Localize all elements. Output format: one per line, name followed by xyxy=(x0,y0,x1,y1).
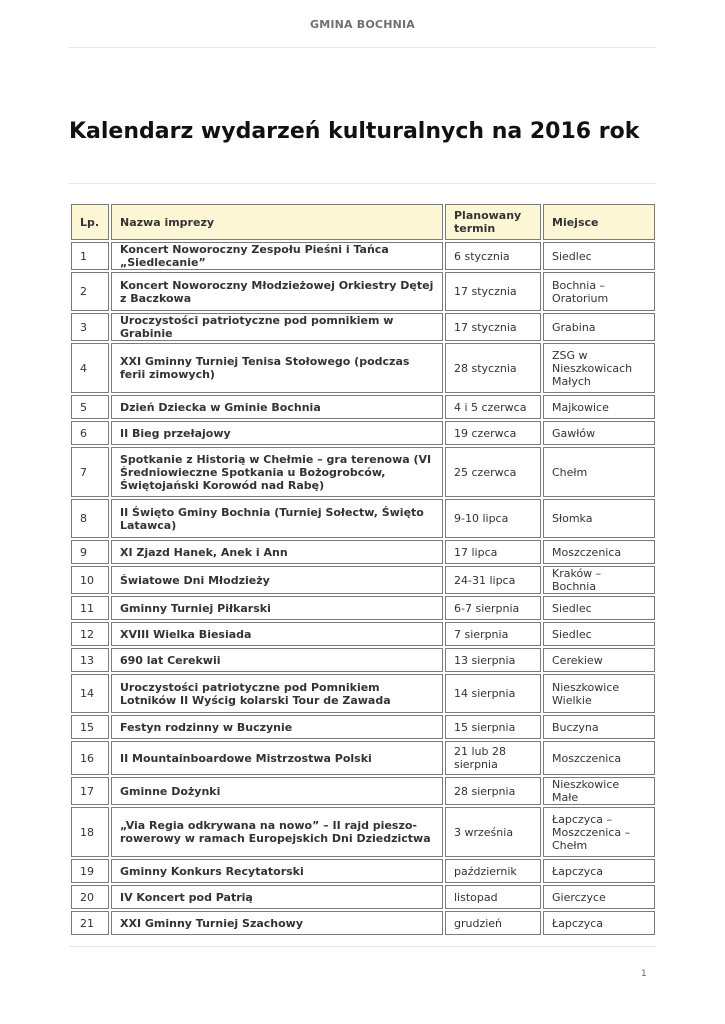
table-row xyxy=(71,715,655,739)
table-row xyxy=(71,272,655,311)
page-number: 1 xyxy=(641,969,647,979)
cell-date: 15 sierpnia xyxy=(445,715,541,739)
cell-lp: 12 xyxy=(71,622,109,646)
cell-date: 6 stycznia xyxy=(445,242,541,270)
table-row xyxy=(71,741,655,775)
cell-name: Gminny Konkurs Recytatorski xyxy=(111,859,443,883)
cell-name: Uroczystości patriotyczne pod pomnikiem w Grabinie xyxy=(111,313,443,341)
page-title: Kalendarz wydarzeń kulturalnych na 2016 rok xyxy=(69,119,640,144)
cell-name: Światowe Dni Młodzieży xyxy=(111,566,443,594)
cell-date: 25 czerwca xyxy=(445,447,541,497)
cell-date: 9-10 lipca xyxy=(445,499,541,538)
org-header: GMINA BOCHNIA xyxy=(309,18,416,31)
table-row xyxy=(71,777,655,805)
cell-lp: 15 xyxy=(71,715,109,739)
cell-date: 21 lub 28 sierpnia xyxy=(445,741,541,775)
cell-lp: 16 xyxy=(71,741,109,775)
table-body xyxy=(71,242,655,935)
cell-name: IV Koncert pod Patrią xyxy=(111,885,443,909)
cell-date: 7 sierpnia xyxy=(445,622,541,646)
cell-lp: 14 xyxy=(71,674,109,713)
table-row xyxy=(71,648,655,672)
table-row xyxy=(71,540,655,564)
cell-place: Chełm xyxy=(543,447,655,497)
cell-name: Spotkanie z Historią w Chełmie – gra terenowa (VI Średniowieczne Spotkania u Bożogrobców, Świętojański Korowód nad Rabę) xyxy=(111,447,443,497)
cell-name: XXI Gminny Turniej Tenisa Stołowego (podczas ferii zimowych) xyxy=(111,343,443,393)
cell-name: „Via Regia odkrywana na nowo” – II rajd pieszo-rowerowy w ramach Europejskich Dni Dziedzictwa xyxy=(111,807,443,857)
cell-place: Łapczyca xyxy=(543,859,655,883)
table-row xyxy=(71,343,655,393)
cell-name: II Mountainboardowe Mistrzostwa Polski xyxy=(111,741,443,775)
cell-lp: 13 xyxy=(71,648,109,672)
cell-name: 690 lat Cerekwii xyxy=(111,648,443,672)
cell-lp: 18 xyxy=(71,807,109,857)
cell-name: XVIII Wielka Biesiada xyxy=(111,622,443,646)
cell-name: II Święto Gminy Bochnia (Turniej Sołectw, Święto Latawca) xyxy=(111,499,443,538)
table-row xyxy=(71,313,655,341)
cell-lp: 19 xyxy=(71,859,109,883)
cell-lp: 11 xyxy=(71,596,109,620)
cell-lp: 9 xyxy=(71,540,109,564)
cell-lp: 1 xyxy=(71,242,109,270)
cell-lp: 3 xyxy=(71,313,109,341)
table-row xyxy=(71,395,655,419)
cell-name: II Bieg przełajowy xyxy=(111,421,443,445)
cell-lp: 8 xyxy=(71,499,109,538)
table-row xyxy=(71,622,655,646)
cell-place: Nieszkowice Małe xyxy=(543,777,655,805)
cell-place: Gawłów xyxy=(543,421,655,445)
cell-lp: 17 xyxy=(71,777,109,805)
cell-place: Grabina xyxy=(543,313,655,341)
cell-place: Bochnia – Oratorium xyxy=(543,272,655,311)
cell-lp: 21 xyxy=(71,911,109,935)
cell-place: Buczyna xyxy=(543,715,655,739)
cell-name: XXI Gminny Turniej Szachowy xyxy=(111,911,443,935)
cell-name: Festyn rodzinny w Buczynie xyxy=(111,715,443,739)
cell-place: Gierczyce xyxy=(543,885,655,909)
col-header-name: Nazwa imprezy xyxy=(111,204,443,240)
cell-date: 17 lipca xyxy=(445,540,541,564)
cell-date: 19 czerwca xyxy=(445,421,541,445)
cell-lp: 5 xyxy=(71,395,109,419)
cell-date: październik xyxy=(445,859,541,883)
cell-date: 6-7 sierpnia xyxy=(445,596,541,620)
cell-date: 13 sierpnia xyxy=(445,648,541,672)
events-table xyxy=(69,202,657,937)
cell-name: Gminny Turniej Piłkarski xyxy=(111,596,443,620)
table-row xyxy=(71,447,655,497)
cell-date: 17 stycznia xyxy=(445,313,541,341)
table-row xyxy=(71,807,655,857)
cell-date: 28 stycznia xyxy=(445,343,541,393)
cell-place: Cerekiew xyxy=(543,648,655,672)
cell-lp: 7 xyxy=(71,447,109,497)
cell-place: Moszczenica xyxy=(543,540,655,564)
table-header-row xyxy=(71,204,655,240)
cell-lp: 4 xyxy=(71,343,109,393)
cell-date: listopad xyxy=(445,885,541,909)
table-row xyxy=(71,859,655,883)
cell-place: Majkowice xyxy=(543,395,655,419)
col-header-lp: Lp. xyxy=(71,204,109,240)
cell-name: Koncert Noworoczny Młodzieżowej Orkiestry Dętej z Baczkowa xyxy=(111,272,443,311)
table-row xyxy=(71,421,655,445)
cell-date: 28 sierpnia xyxy=(445,777,541,805)
cell-place: Nieszkowice Wielkie xyxy=(543,674,655,713)
col-header-place: Miejsce xyxy=(543,204,655,240)
table-row xyxy=(71,499,655,538)
cell-place: Łapczyca – Moszczenica – Chełm xyxy=(543,807,655,857)
cell-name: Koncert Noworoczny Zespołu Pieśni i Tańca „Siedlecanie” xyxy=(111,242,443,270)
cell-lp: 6 xyxy=(71,421,109,445)
cell-date: 24-31 lipca xyxy=(445,566,541,594)
cell-place: ZSG w Nieszkowicach Małych xyxy=(543,343,655,393)
cell-date: grudzień xyxy=(445,911,541,935)
table-row xyxy=(71,674,655,713)
cell-place: Słomka xyxy=(543,499,655,538)
cell-lp: 10 xyxy=(71,566,109,594)
cell-date: 17 stycznia xyxy=(445,272,541,311)
cell-place: Łapczyca xyxy=(543,911,655,935)
cell-date: 4 i 5 czerwca xyxy=(445,395,541,419)
cell-lp: 2 xyxy=(71,272,109,311)
cell-date: 3 września xyxy=(445,807,541,857)
col-header-date: Planowany termin xyxy=(445,204,541,240)
cell-place: Siedlec xyxy=(543,242,655,270)
table-row xyxy=(71,596,655,620)
cell-place: Moszczenica xyxy=(543,741,655,775)
table-row xyxy=(71,885,655,909)
table-row xyxy=(71,566,655,594)
cell-place: Siedlec xyxy=(543,596,655,620)
cell-name: Uroczystości patriotyczne pod Pomnikiem Lotników II Wyścig kolarski Tour de Zawada xyxy=(111,674,443,713)
cell-name: XI Zjazd Hanek, Anek i Ann xyxy=(111,540,443,564)
cell-date: 14 sierpnia xyxy=(445,674,541,713)
table-row xyxy=(71,242,655,270)
divider xyxy=(69,946,656,947)
table-row xyxy=(71,911,655,935)
cell-name: Gminne Dożynki xyxy=(111,777,443,805)
divider xyxy=(69,183,656,184)
divider xyxy=(69,47,656,48)
cell-place: Kraków – Bochnia xyxy=(543,566,655,594)
cell-place: Siedlec xyxy=(543,622,655,646)
cell-name: Dzień Dziecka w Gminie Bochnia xyxy=(111,395,443,419)
cell-lp: 20 xyxy=(71,885,109,909)
